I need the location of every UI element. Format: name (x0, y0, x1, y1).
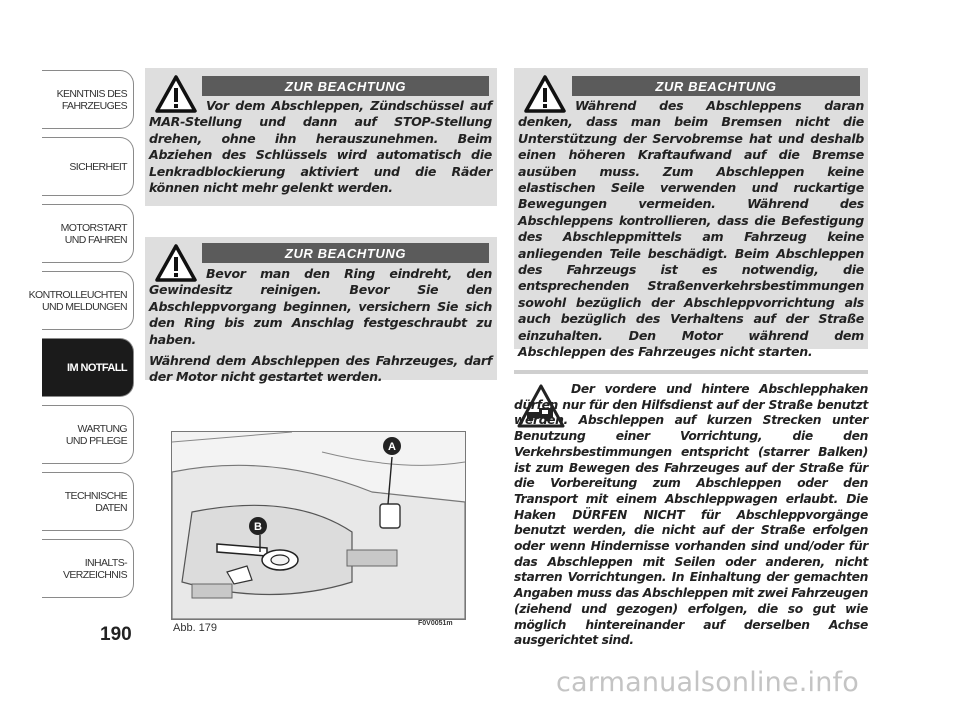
label-a: A (388, 441, 396, 453)
tab-kontrolleuchten[interactable]: KONTROLLEUCHTEN UND MELDUNGEN (42, 271, 134, 330)
warning-box-title: ZUR BEACHTUNG (572, 76, 860, 96)
warning-text: Bevor man den Ring eindreht, den Gewindesitz reinigen. Bevor Sie den Abschleppvorgang beginnen, versichern Sie sich den Ring bis zum Anschlag festgeschraubt zu haben. (149, 266, 492, 347)
figure-tow-hook (171, 431, 466, 620)
warning-text: Vor dem Abschleppen, Zündschüssel auf MAR-Stellung und dann auf STOP-Stellung drehen, ohne ihn herauszunehmen. Beim Abziehen des Schlüssels wird automatisch die Lenkradblockierung aktiviert und die Räder können nicht mehr gelenkt werden. (149, 98, 492, 196)
warning-text: Während dem Abschleppen des Fahrzeuges, darf der Motor nicht gestartet werden. (149, 353, 492, 385)
tab-technische-daten[interactable]: TECHNISCHE DATEN (42, 472, 134, 531)
tab-inhaltsverzeichnis[interactable]: INHALTS- VERZEICHNIS (42, 539, 134, 598)
tab-motorstart[interactable]: MOTORSTART UND FAHREN (42, 204, 134, 263)
tab-kenntnis[interactable]: KENNTNIS DES FAHRZEUGES (42, 70, 134, 129)
tow-note-text: Der vordere und hintere Abschlepphaken dürfen nur für den Hilfsdienst auf der Straße benutzt werden. Abschleppen auf kurzen Strecken unter Benutzung einer Vorrichtung, die den Verkehrsbestimmungen entspricht (starrer Balken) ist zum Bewegen des Fahrzeuges auf der Straße für die Vorbereitung zum Abschleppen oder den Transport mit einem Abschleppwagen erlaubt. Die Haken DÜRFEN NICHT für Abschleppvorgänge benutzt werden, die nicht auf der Straße erfolgen oder wenn Hindernisse vorhanden sind und/oder für das Abschleppen mit Seilen oder anderen, nicht starren Vorrichtungen. In Einhaltung der gemachten Angaben muss das Abschleppen mit zwei Fahrzeugen (ziehend und gezogen) erfolgen, die so gut wie möglich hintereinander auf derselben Achse ausgerichtet sind. (514, 382, 868, 648)
warning-box-1 (145, 68, 497, 206)
page-number: 190 (100, 624, 132, 645)
tab-wartung[interactable]: WARTUNG UND PFLEGE (42, 405, 134, 464)
warning-box-title: ZUR BEACHTUNG (202, 76, 489, 96)
warning-box-3 (514, 68, 868, 360)
warning-box-title: ZUR BEACHTUNG (202, 243, 489, 263)
warning-text: Während des Abschleppens daran denken, dass man beim Bremsen nicht die Unterstützung der Servobremse hat und deshalb einen höheren Kraftaufwand auf die Bremse ausüben muss. Zum Abschleppen keine elastischen Seile verwenden und ruckartige Bewegungen vermeiden. Während des Abschleppens kontrollieren, dass die Befestigung des Abschleppmittels am Fahrzeug keine anliegenden Teile beschädigt. Beim Abschleppen des Fahrzeugs ist es notwendig, die entsprechenden Straßenverkehrsbestimmungen sowohl bezüglich der Abschleppvorrichtung als auch bezüglich des Verhaltens auf der Straße einzuhalten. Den Motor während dem Abschleppen des Fahrzeuges nicht starten. (518, 98, 864, 360)
chapter-tabs (28, 70, 134, 606)
watermark: carmanualsonline.info (556, 667, 859, 698)
figure-caption: Abb. 179 (173, 622, 218, 634)
tow-hook-illustration (172, 432, 465, 619)
tab-sicherheit[interactable]: SICHERHEIT (42, 137, 134, 196)
tab-im-notfall[interactable]: IM NOTFALL (42, 338, 134, 397)
figure-code: F0V0051m (418, 620, 453, 627)
label-b: B (254, 521, 262, 533)
tow-note (514, 382, 868, 649)
warning-box-2 (145, 237, 497, 385)
divider (514, 370, 868, 374)
